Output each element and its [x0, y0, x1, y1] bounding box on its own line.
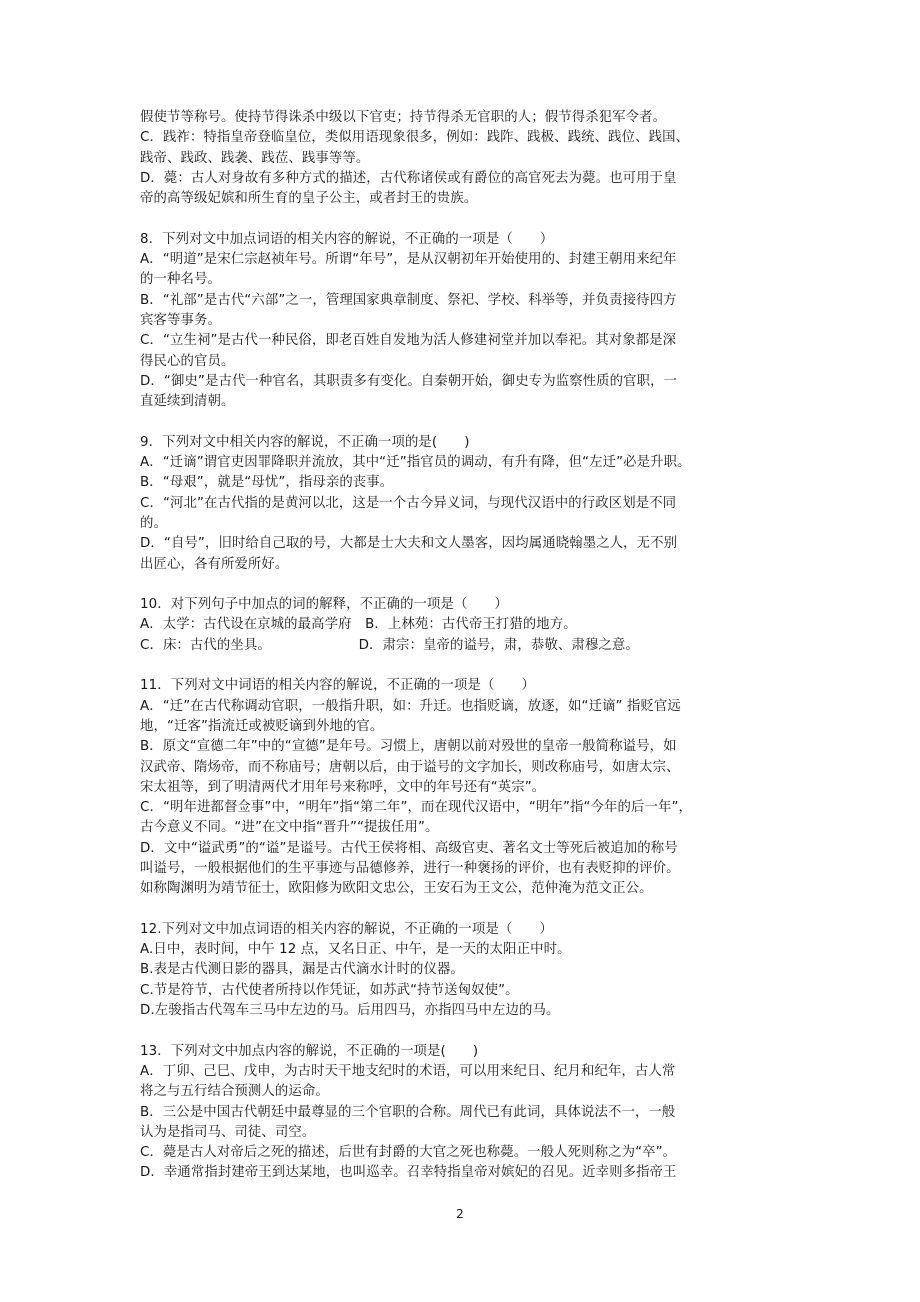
question-block-q9	[140, 433, 785, 575]
text-line: A．“明道”是宋仁宗赵祯年号。所谓“年号”，是从汉朝初年开始使用的、封建王朝用来纪年	[140, 252, 677, 268]
text-line: 叫谥号，一般根据他们的生平事迹与品德修养，进行一种褒扬的评价，也有表贬抑的评价。	[140, 860, 680, 876]
text-line: C.节是符节，古代使者所持以作凭证，如苏武“持节送匈奴使”。	[140, 982, 519, 998]
text-line: 将之与五行结合预测人的运命。	[140, 1084, 329, 1100]
text-line: C．“立生祠”是古代一种民俗，即老百姓自发地为活人修建祠堂并加以奉祀。其对象都是深	[140, 333, 677, 349]
text-line: A．“迁”在古代称调动官职，一般指升职，如：升迁。也指贬谪，放逐，如“迁谪” 指贬官远	[140, 698, 681, 714]
text-line: C．床：古代的坐具。 D．肃宗：皇帝的谥号，肃，恭敬、肃穆之意。	[140, 637, 639, 653]
text-line: C．薨是古人对帝后之死的描述，后世有封爵的大官之死也称薨。一般人死则称之为“卒”。	[140, 1145, 677, 1161]
page-content	[140, 108, 785, 1184]
text-line: D．“自号”，旧时给自己取的号，大都是士大夫和文人墨客，因均属通晓翰墨之人，无不别	[140, 536, 678, 552]
question-block-q7-cont	[140, 108, 785, 209]
text-line: 汉武帝、隋炀帝，而不称庙号；唐朝以后，由于谥号的文字加长，则改称庙号，如唐太宗、	[140, 759, 680, 775]
text-line: 地，“迁客”指流迁或被贬谪到外地的官。	[140, 718, 384, 734]
text-line: 宋太祖等，到了明清两代才用年号来称呼，文中的年号还有“英宗”。	[140, 779, 546, 795]
text-line: 帝的高等级妃嫔和所生育的皇子公主，或者封王的贵族。	[140, 191, 478, 207]
text-line: A.日中，表时间，中午 12 点，又名日正、中午，是一天的太阳正中时。	[140, 942, 571, 958]
text-line: A．丁卯、己巳、戊申，为古时天干地支纪时的术语，可以用来纪日、纪月和纪年，古人常	[140, 1063, 676, 1079]
text-line: B．“母艰”，就是“母忧”，指母亲的丧事。	[140, 475, 394, 491]
text-line: C．“明年进都督佥事”中，“明年”指“第二年”，而在现代汉语中，“明年”指“今年的后一年”，	[140, 800, 692, 816]
question-block-q8	[140, 230, 785, 413]
text-line: 8．下列对文中加点词语的相关内容的解说，不正确的一项是（ ）	[140, 231, 554, 247]
text-line: 如称陶渊明为靖节征士，欧阳修为欧阳文忠公，王安石为王文公，范仲淹为范文正公。	[140, 881, 653, 897]
text-line: 出匠心，各有所爱所好。	[140, 556, 289, 572]
text-line: C．践祚：特指皇帝登临皇位，类似用语现象很多，例如：践阼、践极、践统、践位、践国、	[140, 130, 690, 146]
text-line: 践帝、践政、践袭、践莅、践事等等。	[140, 150, 370, 166]
question-block-q12	[140, 920, 785, 1021]
text-line: 假使节等称号。使持节得诛杀中级以下官吏；持节得杀无官职的人；假节得杀犯军令者。	[140, 110, 667, 125]
text-line: 得民心的官员。	[140, 353, 235, 369]
text-line: D.左骏指古代驾车三马中左边的马。后用四马，亦指四马中左边的马。	[140, 1003, 560, 1019]
text-line: 12.下列对文中加点词语的相关内容的解说，不正确的一项是（ ）	[140, 921, 553, 937]
text-line: 古今意义不同。“进”在文中指“晋升”“提拔任用”。	[140, 820, 439, 836]
text-line: D．文中“谥武勇”的“谥”是谥号。古代王侯将相、高级官吏、著名文士等死后被追加的称号	[140, 840, 678, 856]
question-block-q11	[140, 676, 785, 899]
text-line: D．薨：古人对身故有多种方式的描述，古代称诸侯或有爵位的高官死去为薨。也可用于皇	[140, 170, 677, 186]
text-line: 宾客等事务。	[140, 312, 221, 328]
text-line: C．“河北”在古代指的是黄河以北，这是一个古今异义词，与现代汉语中的行政区划是不同	[140, 495, 677, 511]
text-line: 11．下列对文中词语的相关内容的解说，不正确的一项是（ ）	[140, 678, 535, 694]
text-line: 认为是指司马、司徒、司空。	[140, 1124, 316, 1140]
text-line: D．“御史”是古代一种官名，其职责多有变化。自秦朝开始，御史专为监察性质的官职，一	[140, 373, 678, 389]
question-block-q13	[140, 1042, 785, 1184]
text-line: B．三公是中国古代朝廷中最尊显的三个官职的合称。周代已有此词，具体说法不一，一般	[140, 1104, 676, 1120]
text-line: 10．对下列句子中加点的词的解释，不正确的一项是（ ）	[140, 597, 508, 613]
page-number: 2	[456, 1207, 464, 1221]
text-line: B.表是古代测日影的器具，漏是古代滴水计时的仪器。	[140, 962, 464, 978]
text-line: A．“迁谪”谓官吏因罪降职并流放，其中“迁”指官员的调动，有升有降，但“左迁”必是升职。	[140, 455, 691, 471]
text-line: 13．下列对文中加点内容的解说，不正确的一项是( )	[140, 1043, 479, 1059]
text-line: D．幸通常指封建帝王到达某地，也叫巡幸。召幸特指皇帝对嫔妃的召见。近幸则多指帝王	[140, 1165, 677, 1181]
text-line: B．“礼部”是古代“六部”之一，管理国家典章制度、祭祀、学校、科举等，并负责接待四方	[140, 292, 677, 308]
text-line: 9．下列对文中相关内容的解说，不正确一项的是( )	[140, 434, 470, 450]
text-line: 直延续到清朝。	[140, 394, 235, 410]
text-line: A．太学：古代设在京城的最高学府 B．上林苑：古代帝王打猎的地方。	[140, 617, 577, 633]
text-line: 的。	[140, 515, 167, 531]
text-line: 的一种名号。	[140, 272, 221, 288]
text-line: B．原文“宣德二年”中的“宣德”是年号。习惯上，唐朝以前对殁世的皇帝一般简称谥号，如	[140, 739, 677, 755]
question-block-q10	[140, 595, 785, 656]
